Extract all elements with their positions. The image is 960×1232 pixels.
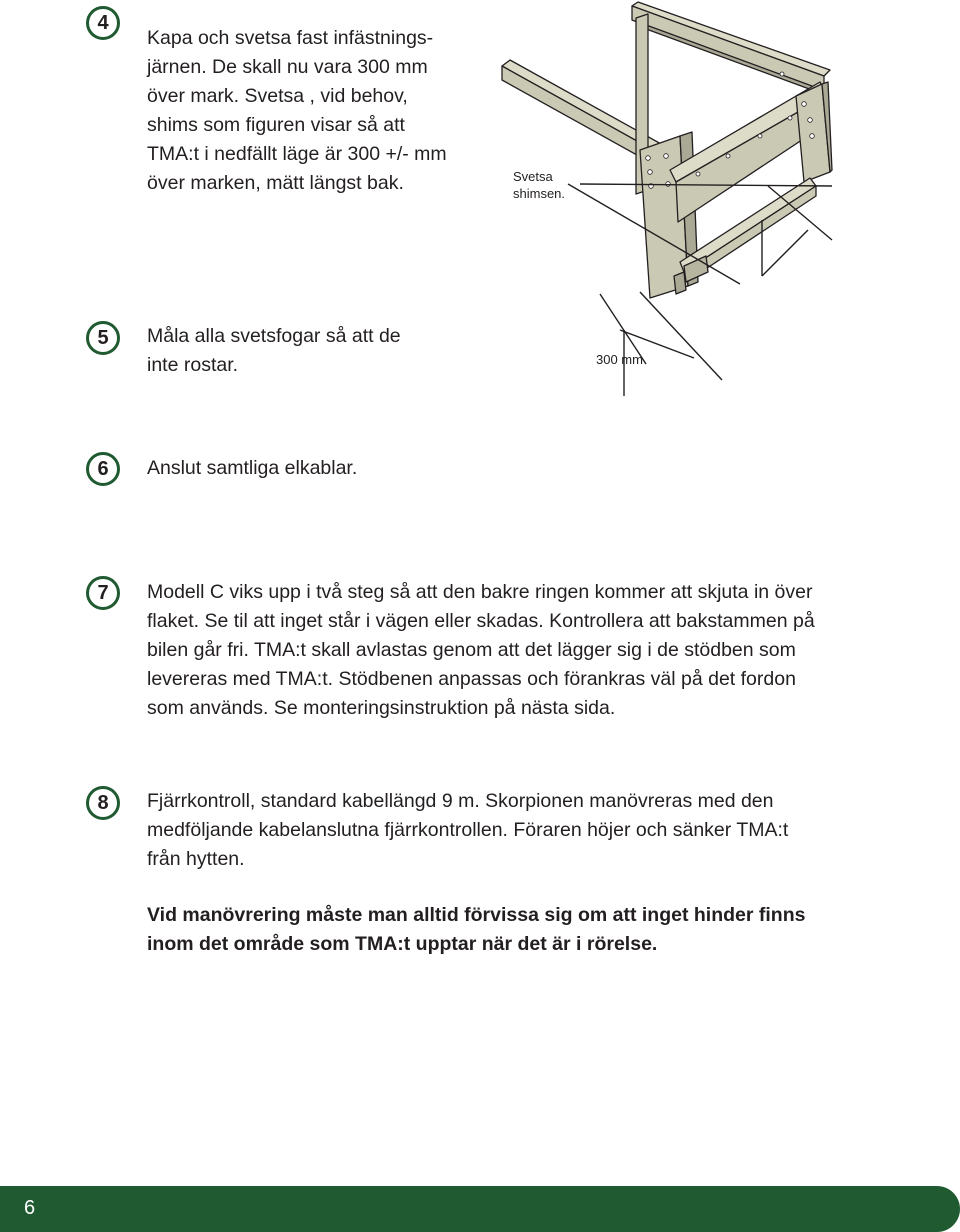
text-line: levereras med TMA:t. Stödbenen anpassas och förankras väl på det fordon xyxy=(147,668,796,690)
text-line: Kapa och svetsa fast infästnings- xyxy=(147,27,434,49)
text-line: Modell C viks upp i två steg så att den bakre ringen kommer att skjuta in över xyxy=(147,581,813,603)
text-line: Anslut samtliga elkablar. xyxy=(147,457,358,479)
step-4-text xyxy=(147,24,447,198)
shim-label-line1: Svetsa xyxy=(513,169,553,184)
step-4-number: 4 xyxy=(86,6,120,40)
height-label: 300 mm xyxy=(596,352,643,367)
text-line: flaket. Se til att inget står i vägen eller skadas. Kontrollera att bakstammen på xyxy=(147,610,815,632)
step-5-text xyxy=(147,322,401,380)
text-line: som används. Se monteringsinstruktion på nästa sida. xyxy=(147,697,616,719)
step-7-text xyxy=(147,578,815,723)
text-line: inte rostar. xyxy=(147,354,239,376)
text-line: TMA:t i nedfällt läge är 300 +/- mm xyxy=(147,143,447,165)
frame-illustration xyxy=(470,0,940,410)
step-6-number: 6 xyxy=(86,452,120,486)
text-line: inom det område som TMA:t upptar när det är i rörelse. xyxy=(147,933,658,955)
text-line: över mark. Svetsa , vid behov, xyxy=(147,85,408,107)
text-line: Vid manövrering måste man alltid förvissa sig om att inget hinder finns xyxy=(147,904,806,926)
step-5-number: 5 xyxy=(86,321,120,355)
shim-label-line2: shimsen. xyxy=(513,186,566,201)
text-line: Fjärrkontroll, standard kabellängd 9 m. Skorpionen manövreras med den xyxy=(147,790,774,812)
ground-line xyxy=(640,292,722,380)
page-number: 6 xyxy=(24,1197,36,1219)
step-8-text xyxy=(147,787,788,874)
step-7-number: 7 xyxy=(86,576,120,610)
text-line: från hytten. xyxy=(147,848,245,870)
ground-line xyxy=(762,230,808,276)
rear-channel-face xyxy=(632,6,824,92)
footer-bar xyxy=(0,1186,960,1232)
level-line xyxy=(580,184,832,186)
text-line: medföljande kabelanslutna fjärrkontrollen. Föraren höjer och sänker TMA:t xyxy=(147,819,789,841)
step-6-text xyxy=(147,454,357,483)
step-8-number: 8 xyxy=(86,786,120,820)
text-line: shims som figuren visar så att xyxy=(147,114,405,136)
text-line: järnen. De skall nu vara 300 mm xyxy=(147,56,428,78)
safety-warning xyxy=(147,901,805,959)
text-line: över marken, mätt längst bak. xyxy=(147,172,404,194)
text-line: bilen går fri. TMA:t skall avlastas genom att det lägger sig i de stödben som xyxy=(147,639,796,661)
rear-channel-top xyxy=(632,2,830,76)
text-line: Måla alla svetsfogar så att de xyxy=(147,325,401,347)
